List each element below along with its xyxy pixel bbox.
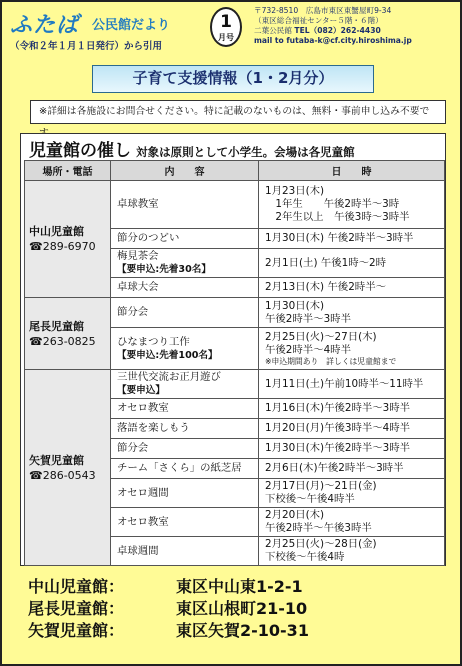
place-name: 矢賀児童館: [29, 453, 84, 467]
event-content-cell: [111, 399, 259, 419]
address-value: 東区山根町21-10: [176, 599, 308, 618]
table-row: [25, 181, 445, 229]
event-content-cell: [111, 328, 259, 370]
event-name: ひなまつり工作: [117, 335, 190, 348]
event-date-line: 1月30日(木): [265, 299, 325, 312]
event-content-cell: [111, 508, 259, 537]
place-cell: [25, 370, 111, 566]
column-header-date: 日 時: [259, 161, 445, 181]
event-date-line: 2月6日(木)午後2時半～3時半: [265, 462, 404, 474]
event-date-line: 2月20日(木): [265, 509, 325, 521]
event-date-line: 1年生 午後2時半～3時: [265, 198, 400, 210]
address-facility: 中山児童館：: [28, 577, 125, 596]
event-date-cell: [259, 181, 445, 229]
event-date-cell: [259, 537, 445, 566]
event-name: 卓球週間: [117, 544, 159, 557]
newsletter-brand: ふたば: [10, 13, 80, 38]
event-date-line: 2月25日(火)～28日(金): [265, 538, 377, 550]
table-row: [25, 298, 445, 328]
event-date-cell: [259, 419, 445, 439]
place-cell: [25, 298, 111, 370]
event-date-line: 午後2時半～4時半: [265, 343, 351, 356]
contact-office: 二葉公民館: [254, 26, 292, 35]
event-date-cell: [259, 328, 445, 370]
event-name: 梅見茶会: [117, 250, 159, 262]
event-date-cell: [259, 439, 445, 459]
event-content-cell: [111, 181, 259, 229]
events-heading: [29, 136, 355, 161]
event-date-note: ※申込期間あり 詳しくは児童館まで: [265, 356, 397, 366]
event-name: 節分のつどい: [117, 232, 180, 244]
month-label: 月号: [218, 33, 234, 42]
event-date-cell: [259, 229, 445, 249]
event-date-cell: [259, 298, 445, 328]
place-name: 尾長児童館: [29, 319, 84, 333]
place-phone: ☎289-6970: [29, 240, 96, 253]
table-row: [25, 370, 445, 399]
event-date-line: 2月13日(木) 午後2時半～: [265, 281, 386, 293]
address-line: [28, 574, 448, 596]
registration-note: 【要申込:先着100名】: [117, 349, 218, 361]
notice-text: ※詳細は各施設にお問合せください。特に記載のないものは、無料・事前申し込み不要で: [30, 100, 446, 124]
contact-mail[interactable]: mail to futaba-k@cf.city.hiroshima.jp: [254, 36, 412, 45]
event-date-line: 2年生以上 午後3時～3時半: [265, 211, 410, 223]
event-date-line: 午後2時半～3時半: [265, 312, 351, 325]
events-panel: [20, 133, 446, 566]
event-date-cell: [259, 249, 445, 278]
event-content-cell: [111, 459, 259, 479]
event-name: 節分会: [117, 442, 149, 454]
contact-building: （東区総合福祉センター５階・６階）: [254, 16, 383, 25]
contact-address: 〒732-8510 広島市東区東蟹屋町9-34: [254, 6, 392, 15]
event-content-cell: [111, 298, 259, 328]
column-header-content: 内 容: [111, 161, 259, 181]
column-header-place: 場所・電話: [25, 161, 111, 181]
event-date-line: 2月25日(火)～27日(木): [265, 330, 377, 343]
month-badge: [210, 7, 242, 47]
event-content-cell: [111, 278, 259, 298]
event-content-cell: [111, 419, 259, 439]
address-value: 東区矢賀2-10-31: [176, 621, 309, 640]
event-content-cell: [111, 479, 259, 508]
place-phone: ☎263-0825: [29, 334, 96, 348]
month-number: 1: [220, 12, 232, 32]
address-list: [28, 574, 448, 640]
masthead: [10, 8, 210, 54]
place-cell: [25, 181, 111, 298]
event-content-cell: [111, 229, 259, 249]
event-date-cell: [259, 508, 445, 537]
address-facility: 尾長児童館：: [28, 599, 125, 618]
event-date-cell: [259, 479, 445, 508]
address-line: [28, 596, 448, 618]
address-facility: 矢賀児童館：: [28, 621, 125, 640]
event-content-cell: [111, 439, 259, 459]
address-value: 東区中山東1-2-1: [176, 577, 303, 596]
contact-block: [254, 6, 458, 46]
event-date-cell: [259, 278, 445, 298]
issue-date-line: （令和２年１月１日発行）から引用: [10, 41, 163, 52]
event-date-line: 午後2時半～午後3時半: [265, 522, 372, 534]
contact-tel: TEL（082）262-4430: [294, 26, 381, 35]
events-table: [24, 160, 445, 566]
event-date-line: 下校後～午後4時: [265, 551, 345, 563]
event-date-line: 2月17日(月)～21日(金): [265, 480, 377, 492]
registration-note: 【要申込:先着30名】: [117, 264, 211, 275]
event-name: オセロ教室: [117, 515, 169, 528]
event-content-cell: [111, 370, 259, 399]
event-date-line: 下校後～午後4時半: [265, 493, 355, 505]
address-line: [28, 618, 448, 640]
event-date-line: 1月30日(木) 午後2時半～3時半: [265, 232, 414, 244]
event-date-cell: [259, 459, 445, 479]
event-date-cell: [259, 399, 445, 419]
event-date-line: 1月16日(木)午後2時半～3時半: [265, 402, 411, 414]
place-name: 中山児童館: [29, 225, 84, 238]
events-heading-title: 児童館の催し: [29, 141, 131, 161]
event-date-line: 1月30日(木)午後2時半～3時半: [265, 442, 411, 454]
section-title: 子育て支援情報（1・2月分）: [92, 65, 374, 93]
place-phone: ☎286-0543: [29, 468, 96, 482]
event-content-cell: [111, 249, 259, 278]
event-name: オセロ教室: [117, 402, 169, 414]
event-date-line: 1月11日(土)午前10時半～11時半: [265, 377, 424, 390]
event-name: 落語を楽しもう: [117, 422, 190, 434]
event-content-cell: [111, 537, 259, 566]
event-date-line: 1月20日(月)午後3時半～4時半: [265, 422, 411, 434]
contact-tel-line: [254, 26, 458, 36]
event-date-line: 1月23日(木): [265, 185, 325, 197]
newsletter-subtitle: 公民館だより: [92, 18, 171, 33]
event-name: 卓球大会: [117, 281, 159, 293]
events-heading-note: 対象は原則として小学生。会場は各児童館: [136, 145, 355, 159]
registration-note: 【要申込】: [117, 385, 165, 396]
event-name: 卓球教室: [117, 198, 159, 210]
event-name: 三世代交流お正月遊び: [117, 371, 221, 383]
event-name: チーム「さくら」の紙芝居: [117, 462, 242, 474]
event-date-line: 2月1日(土) 午後1時～2時: [265, 256, 386, 269]
event-name: 節分会: [117, 306, 149, 318]
event-date-cell: [259, 370, 445, 399]
table-header-row: [25, 161, 445, 181]
event-name: オセロ週間: [117, 486, 169, 499]
